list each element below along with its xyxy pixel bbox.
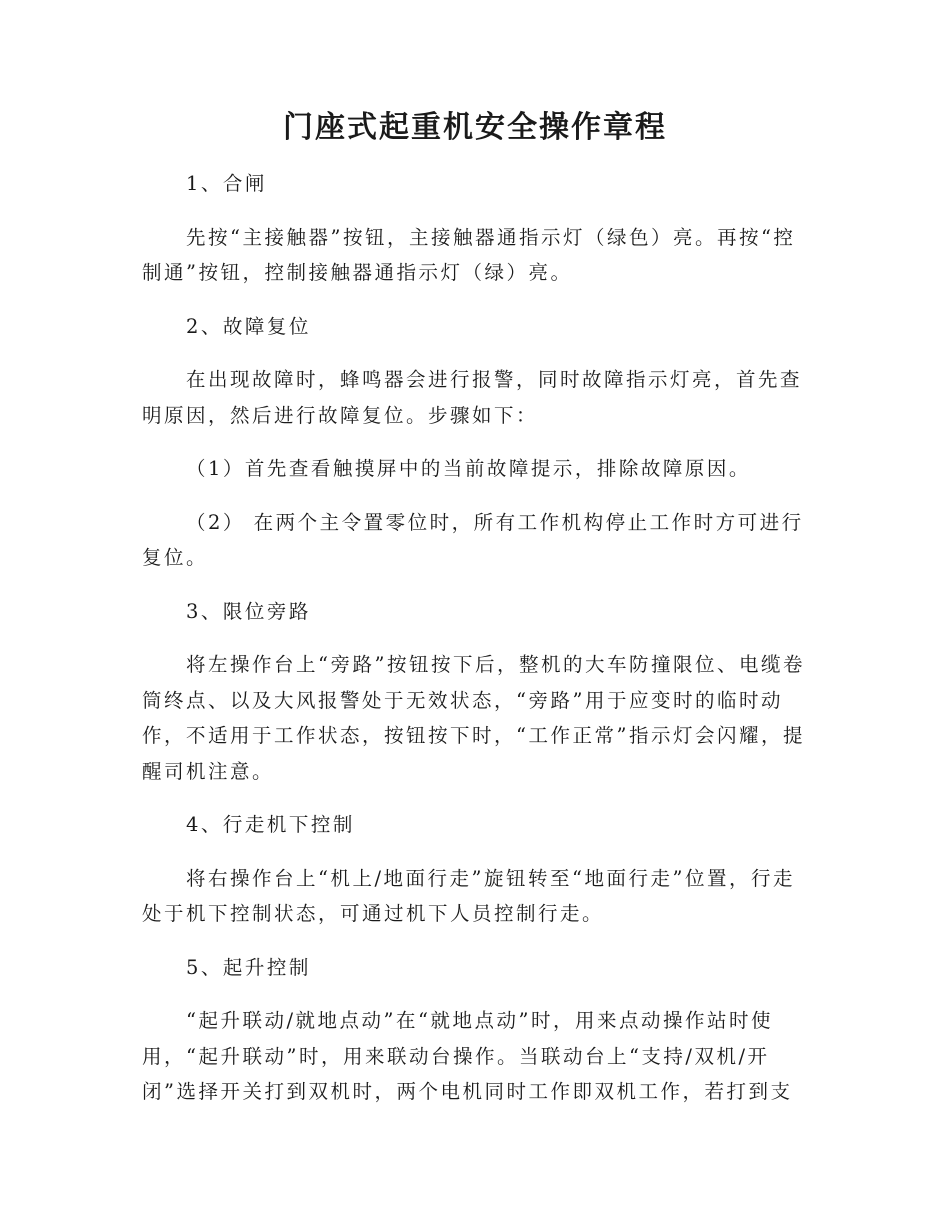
paragraph-limit-bypass: 将左操作台上“旁路”按钮按下后，整机的大车防撞限位、电缆卷筒终点、以及大风报警处于无效状态，“旁路”用于应变时的临时动作，不适用于工作状态，按钮按下时，“工作正常”指示灯会闪耀，提醒司机注意。: [142, 653, 805, 783]
document-body: [142, 166, 808, 1128]
paragraph-step-2: （2） 在两个主令置零位时，所有工作机构停止工作时方可进行复位。: [142, 510, 804, 569]
section-heading-closing: 1、合闸: [186, 172, 267, 195]
section-heading-limit-bypass: 3、限位旁路: [186, 599, 311, 623]
paragraph-closing: 先按“主接触器”按钮，主接触器通指示灯（绿色）亮。再按“控制通”按钮，控制接触器通指示灯（绿）亮。: [142, 225, 796, 284]
section-heading-fault-reset: 2、故障复位: [186, 314, 311, 338]
paragraph-step-1: （1）首先查看触摸屏中的当前故障提示，排除故障原因。: [186, 457, 751, 480]
section-heading-ground-travel: 4、行走机下控制: [186, 813, 355, 836]
section-heading-hoist-control: 5、起升控制: [186, 955, 311, 979]
document-title: 门座式起重机安全操作章程: [283, 110, 667, 145]
paragraph-fault-reset: 在出现故障时，蜂鸣器会进行报警，同时故障指示灯亮，首先查明原因，然后进行故障复位。步骤如下：: [142, 368, 803, 427]
paragraph-hoist-control: “起升联动/就地点动”在“就地点动”时，用来点动操作站时使用，“起升联动”时，用来联动台操作。当联动台上“支持/双机/开闭”选择开关打到双机时，两个电机同时工作即双机工作，若打到支: [142, 1009, 793, 1103]
paragraph-ground-travel: 将右操作台上“机上/地面行走”旋钮转至“地面行走”位置，行走处于机下控制状态，可通过机下人员控制行走。: [142, 866, 795, 925]
